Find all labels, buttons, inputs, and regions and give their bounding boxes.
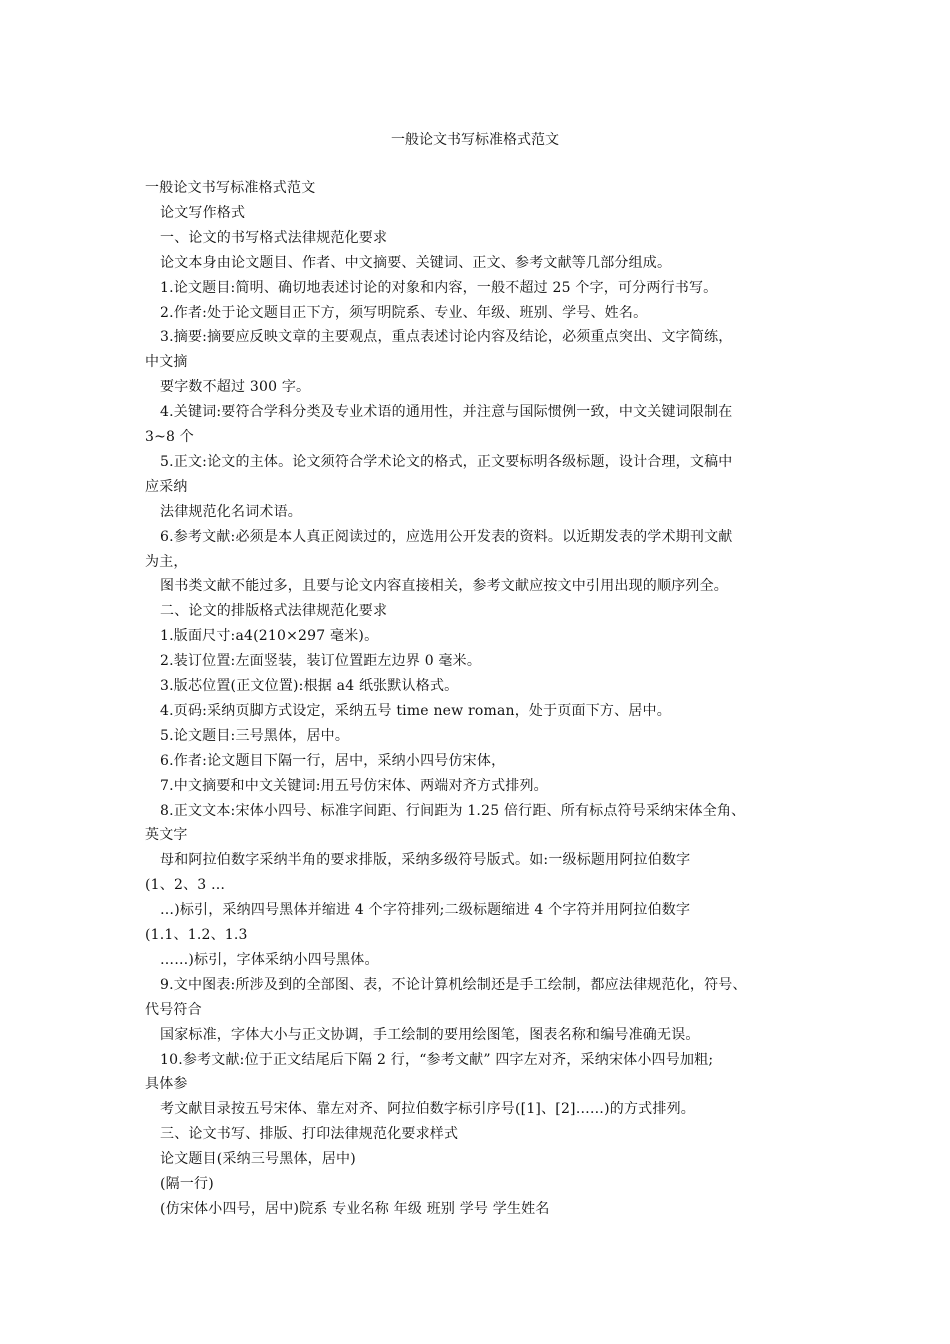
- body-line: 一、论文的书写格式法律规范化要求: [160, 229, 388, 246]
- body-line: 国家标准，字体大小与正文协调，手工绘制的要用绘图笔，图表名称和编号准确无误。: [160, 1026, 700, 1043]
- body-line: 论文写作格式: [160, 204, 246, 221]
- body-line: (1、2、3 …: [145, 877, 226, 894]
- body-line: 2.作者:处于论文题目正下方，须写明院系、专业、年级、班别、学号、姓名。: [160, 304, 648, 321]
- body-line: 三、论文书写、排版、打印法律规范化要求样式: [160, 1126, 459, 1143]
- body-line: (1.1、1.2、1.3: [145, 927, 248, 943]
- body-line: 论文本身由论文题目、作者、中文摘要、关键词、正文、参考文献等几部分组成。: [160, 254, 672, 271]
- body-line: …)标引，采纳四号黑体并缩进 4 个字符排列;二级标题缩进 4 个字符并用阿拉伯数字: [160, 902, 691, 919]
- body-line: 3.摘要:摘要应反映文章的主要观点，重点表述讨论内容及结论，必须重点突出、文字简练，: [160, 329, 733, 346]
- body-line: 考文献目录按五号宋体、靠左对齐、阿拉伯数字标引序号([1]、[2]……)的方式排列。: [160, 1101, 695, 1118]
- body-line: 中文摘: [145, 354, 188, 371]
- body-line: 图书类文献不能过多，且要与论文内容直接相关，参考文献应按文中引用出现的顺序列全。: [160, 578, 728, 595]
- body-line: 2.装订位置:左面竖装，装订位置距左边界 0 毫米。: [160, 653, 482, 670]
- body-line: 7.中文摘要和中文关键词:用五号仿宋体、两端对齐方式排列。: [160, 777, 548, 794]
- body-line: 3~8 个: [145, 429, 194, 445]
- body-line: 9.文中图表:所涉及到的全部图、表，不论计算机绘制还是手工绘制，都应法律规范化，符号、: [160, 976, 747, 993]
- body-line: 4.页码:采纳页脚方式设定，采纳五号 time new roman，处于页面下方、居中。: [160, 702, 671, 719]
- document-title: 一般论文书写标准格式范文: [391, 132, 559, 148]
- body-line: 母和阿拉伯数字采纳半角的要求排版，采纳多级符号版式。如:一级标题用阿拉伯数字: [160, 852, 691, 869]
- body-line: 4.关键词:要符合学科分类及专业术语的通用性，并注意与国际惯例一致，中文关键词限制在: [160, 404, 733, 421]
- body-line: 1.版面尺寸:a4(210×297 毫米)。: [160, 628, 379, 645]
- body-line: 为主，: [145, 553, 188, 570]
- body-line: 要字数不超过 300 字。: [160, 379, 311, 396]
- body-line: (隔一行): [160, 1176, 214, 1192]
- body-line: (仿宋体小四号，居中)院系 专业名称 年级 班别 学号 学生姓名: [160, 1200, 550, 1217]
- body-line: 代号符合: [145, 1001, 202, 1018]
- body-line: 法律规范化名词术语。: [160, 503, 302, 520]
- body-line: 5.正文:论文的主体。论文须符合学术论文的格式，正文要标明各级标题，设计合理，文稿中: [160, 453, 733, 470]
- body-line: 10.参考文献:位于正文结尾后下隔 2 行，“参考文献” 四字左对齐，采纳宋体小四号加粗;: [160, 1051, 714, 1068]
- body-line: 英文字: [145, 827, 188, 844]
- body-line: 3.版芯位置(正文位置):根据 a4 纸张默认格式。: [160, 678, 459, 694]
- body-line: 一般论文书写标准格式范文: [145, 180, 316, 196]
- body-line: 1.论文题目:简明、确切地表述讨论的对象和内容，一般不超过 25 个字，可分两行书写。: [160, 279, 718, 296]
- body-line: 二、论文的排版格式法律规范化要求: [160, 603, 388, 620]
- body-line: 具体参: [145, 1076, 188, 1093]
- body-line: 论文题目(采纳三号黑体，居中): [160, 1151, 356, 1168]
- body-line: 6.作者:论文题目下隔一行，居中，采纳小四号仿宋体，: [160, 752, 506, 769]
- body-line: 8.正文文本:宋体小四号、标准字间距、行间距为 1.25 倍行距、所有标点符号采纳宋体全角、: [160, 802, 746, 819]
- body-line: 应采纳: [145, 478, 188, 495]
- body-line: ……)标引，字体采纳小四号黑体。: [160, 951, 379, 968]
- body-line: 6.参考文献:必须是本人真正阅读过的，应选用公开发表的资料。以近期发表的学术期刊文献: [160, 528, 733, 545]
- body-line: 5.论文题目:三号黑体，居中。: [160, 727, 350, 744]
